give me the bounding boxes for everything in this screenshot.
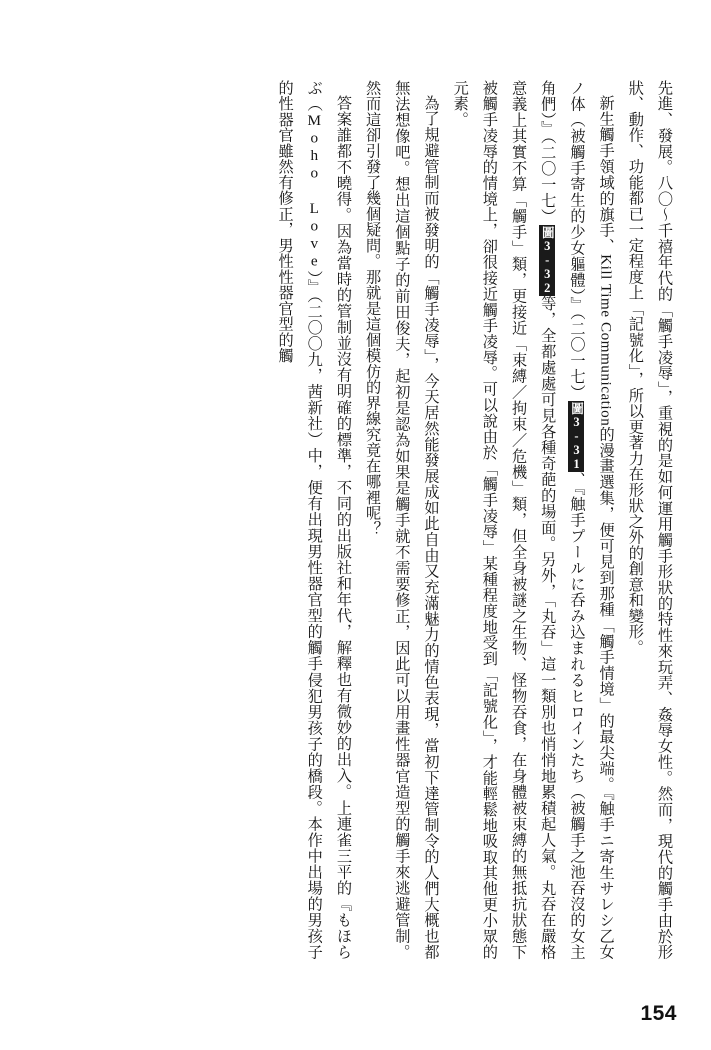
paragraph-4: 答案誰都不曉得。因為當時的管制並沒有明確的標準，不同的出版社和年代，解釋也有微妙的出入。上連雀三平的『もほらぶ（Moho Love）』（二〇〇九，茜新社）中，便有出現男性器官型的觸手侵犯男孩子的橋段。本作中出場的男孩子的性器官雖然有修正，男性性器官型的觸 (276, 80, 352, 960)
paragraph-3: 為了規避管制而被發明的「觸手凌辱」，今天居然能發展成如此自由又充滿魅力的情色表現，當初下達管制令的人們大概也都無法想像吧。想出這個點子的前田俊夫，起初是認為如果是觸手就不需要修正，因此可以用畫性器官造型的觸手來逃避管制。然而這卻引發了幾個疑問。那就是這個模仿的界線究竟在哪裡呢？ (364, 80, 440, 960)
paragraph-2-part-3: 、『触手プールに呑み込まれるヒロインたち（被觸手之池吞沒的女主角們）』（二〇一七） (539, 80, 586, 960)
figure-reference-3-32: 圖3-32 (540, 225, 555, 295)
publisher-name-latin: Kill Time Communication (597, 254, 615, 427)
paragraph-2-part-4: 等，全都處處可見各種奇葩的場面。另外，「丸吞」這一類別也悄悄地累積起人氣。丸吞在嚴格意義上其實不算「觸手」類，更接近「束縛／拘束／危機」類，但全身被謎之生物、怪物吞食，在身體被束縛的無抵抗狀態下被觸手凌辱的情境上，卻很接近觸手凌辱。可以說由於「觸手凌辱」某種程度地受到「記號化」，才能輕鬆地吸取其他更小眾的元素。 (451, 80, 557, 961)
figure-reference-3-31: 圖3-31 (569, 401, 584, 471)
paragraph-2-part-1: 新生觸手領域的旗手、 (597, 95, 615, 255)
paragraph-2 (446, 80, 621, 960)
paragraph-1: 先進、發展。八〇～千禧年代的「觸手凌辱」，重視的是如何運用觸手形狀的特性來玩弄、姦辱女性。然而，現代的觸手由於形狀、動作、功能都已一定程度上「記號化」，所以更著力在形狀之外的創意和變形。 (626, 80, 673, 960)
page-number: 154 (640, 1002, 677, 1025)
paragraph-2-part-2: 的漫畫選集，便可見到那種「觸手情境」的最尖端。『触手ニ寄生サレシ乙女ノ体（被觸手寄生的少女軀體）』（二〇一七） (568, 80, 615, 961)
body-text (60, 80, 679, 960)
